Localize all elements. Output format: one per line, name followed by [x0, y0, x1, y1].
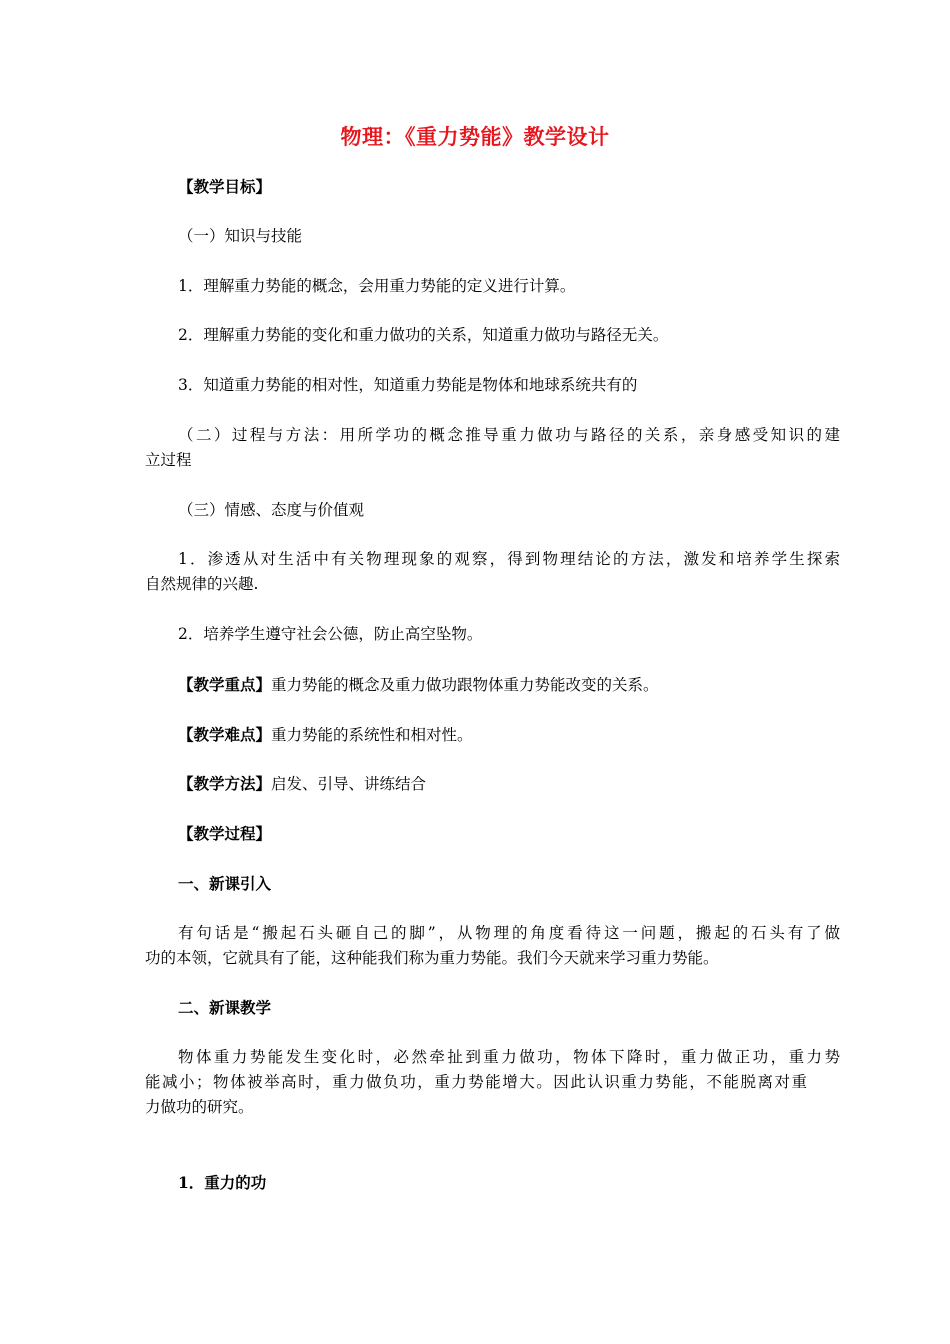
knowledge-item-3: 3．知道重力势能的相对性，知道重力势能是物体和地球系统共有的 [178, 376, 638, 394]
section-2-line-2: 能减小；物体被举高时，重力做负功，重力势能增大。因此认识重力势能，不能脱离对重 [145, 1073, 807, 1091]
emotion-item-1-line-1: 1．渗透从对生活中有关物理现象的观察，得到物理结论的方法，激发和培养学生探索 [178, 550, 840, 568]
difficulty-label: 【教学难点】 [178, 725, 272, 744]
objectives-heading: 【教学目标】 [178, 177, 272, 196]
difficulty-text: 重力势能的系统性和相对性。 [271, 726, 473, 744]
section-1-line-1: 有句话是“搬起石头砸自己的脚”，从物理的角度看待这一问题，搬起的石头有了做 [178, 924, 840, 942]
difficulty [145, 722, 840, 748]
emotion-heading: （三）情感、态度与价值观 [178, 501, 365, 519]
method-text: 启发、引导、讲练结合 [271, 775, 427, 793]
knowledge-item-2: 2．理解重力势能的变化和重力做功的关系，知道重力做功与路径无关。 [178, 326, 669, 344]
section-2-line-3: 力做功的研究。 [145, 1098, 254, 1116]
section-2-heading: 二、新课教学 [178, 998, 272, 1017]
process-heading: 【教学过程】 [178, 824, 272, 843]
key-point-label: 【教学重点】 [178, 675, 272, 694]
process-method-line-1: （二）过程与方法：用所学功的概念推导重力做功与路径的关系，亲身感受知识的建 [178, 426, 840, 444]
section-1-heading: 一、新课引入 [178, 874, 272, 893]
process-method-line-2: 立过程 [145, 451, 192, 469]
emotion-item-2: 2．培养学生遵守社会公德，防止高空坠物。 [178, 625, 483, 643]
section-1-line-2: 功的本领，它就具有了能，这种能我们称为重力势能。我们今天就来学习重力势能。 [145, 949, 719, 967]
knowledge-heading: （一）知识与技能 [178, 227, 303, 245]
emotion-item-1-line-2: 自然规律的兴趣. [145, 575, 259, 593]
method-label: 【教学方法】 [178, 774, 272, 793]
section-2-line-1: 物体重力势能发生变化时，必然牵扯到重力做功，物体下降时，重力做正功，重力势 [178, 1048, 840, 1066]
key-point-text: 重力势能的概念及重力做功跟物体重力势能改变的关系。 [271, 676, 659, 694]
subsection-1-heading: 1．重力的功 [178, 1173, 267, 1192]
document-title: 物理：《重力势能》教学设计 [340, 124, 610, 149]
key-point [145, 672, 840, 698]
knowledge-item-1: 1．理解重力势能的概念，会用重力势能的定义进行计算。 [178, 277, 576, 295]
method [145, 771, 840, 797]
